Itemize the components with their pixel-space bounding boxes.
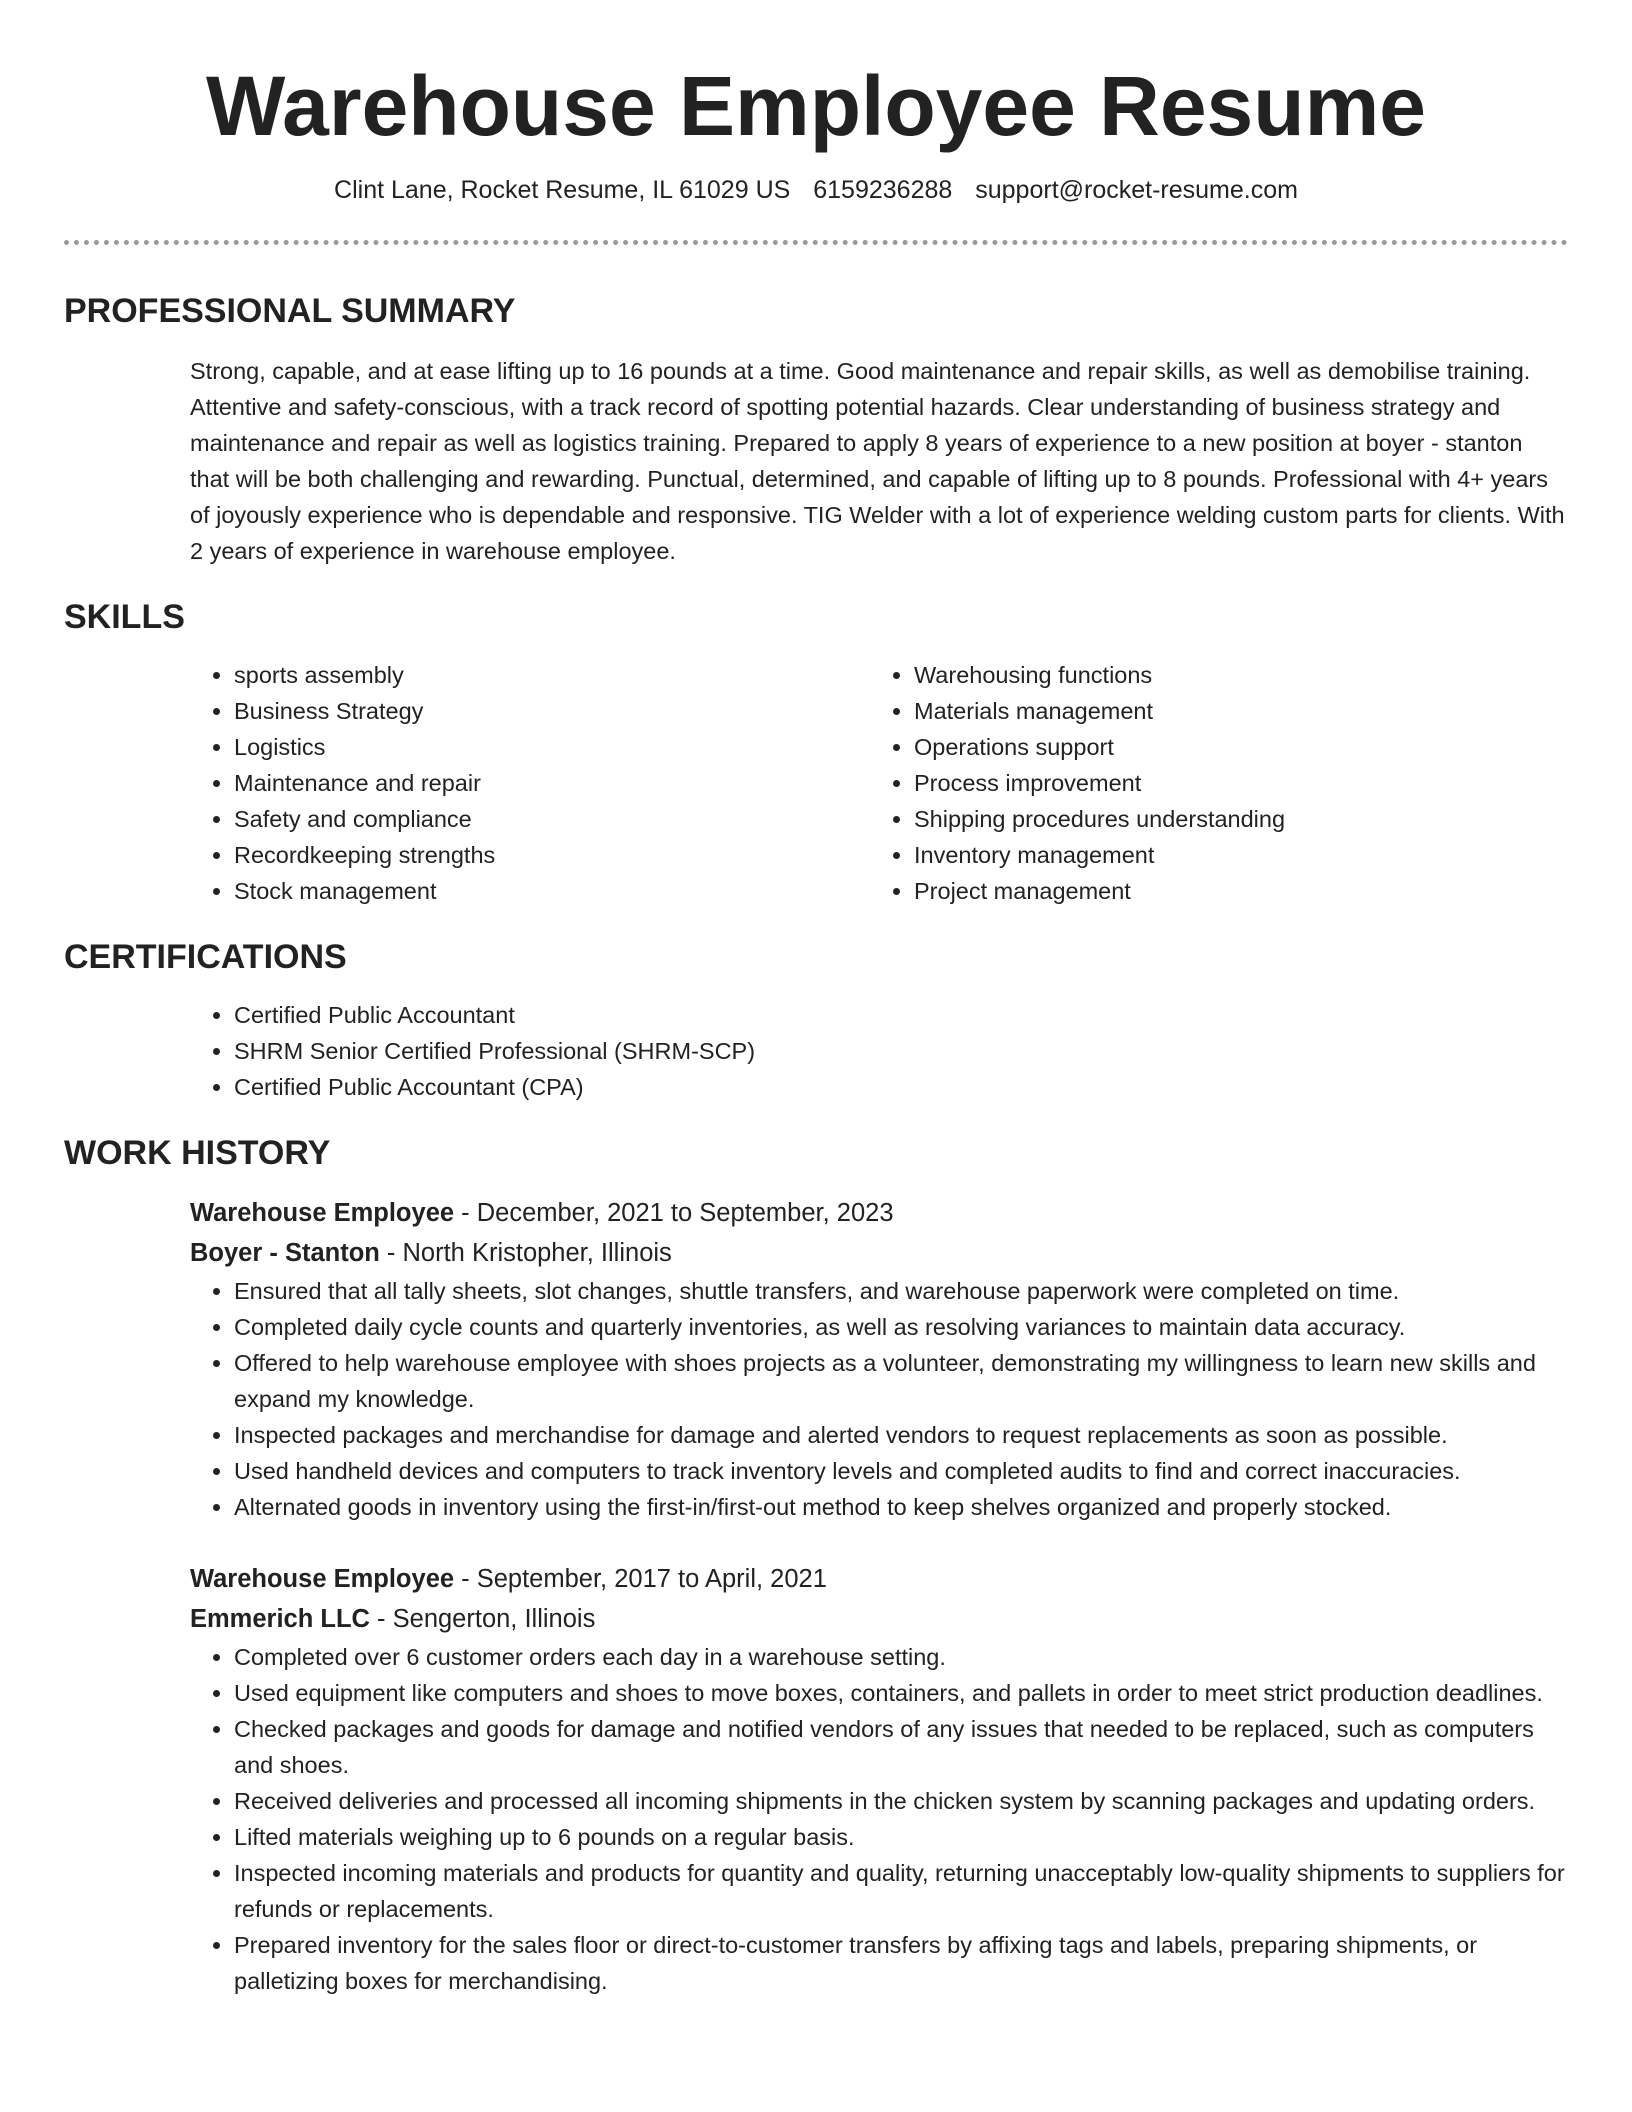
job-location: - Sengerton, Illinois xyxy=(369,1605,596,1633)
skill-item: • Warehousing functions xyxy=(914,657,1550,693)
skill-item: • Recordkeeping strengths xyxy=(234,837,870,873)
job-dates: - September, 2017 to April, 2021 xyxy=(454,1565,827,1593)
skill-item: • Project management xyxy=(914,873,1550,909)
job-bullet: • Inspected incoming materials and products for quantity and quality, returning unacceptably low-quality shipments to suppliers for refunds or replacements. xyxy=(234,1855,1568,1927)
job-dates: - December, 2021 to September, 2023 xyxy=(454,1199,894,1227)
job-bullet: • Completed over 6 customer orders each day in a warehouse setting. xyxy=(234,1639,1568,1675)
contact-line xyxy=(0,172,1632,208)
header-divider xyxy=(64,240,1568,245)
job-bullet: • Inspected packages and merchandise for damage and alerted vendors to request replacements as soon as possible. xyxy=(234,1417,1568,1453)
job-bullet: • Prepared inventory for the sales floor or direct-to-customer transfers by affixing tags and labels, preparing shipments, or palletizing boxes for merchandising. xyxy=(234,1927,1568,1999)
certification-item: • SHRM Senior Certified Professional (SHRM-SCP) xyxy=(234,1033,1568,1069)
skill-item: • Operations support xyxy=(914,729,1550,765)
skill-item: • Business Strategy xyxy=(234,693,870,729)
skill-item: • Safety and compliance xyxy=(234,801,870,837)
summary-heading: PROFESSIONAL SUMMARY xyxy=(64,292,516,330)
skill-item: • Materials management xyxy=(914,693,1550,729)
skill-item: • Logistics xyxy=(234,729,870,765)
job-company: Boyer - Stanton xyxy=(190,1239,380,1267)
job-company: Emmerich LLC xyxy=(190,1605,370,1633)
skill-item: • Inventory management xyxy=(914,837,1550,873)
job-bullet: • Completed daily cycle counts and quarterly inventories, as well as resolving variances to maintain data accuracy. xyxy=(234,1309,1568,1345)
skill-item: • Process improvement xyxy=(914,765,1550,801)
certification-item: • Certified Public Accountant (CPA) xyxy=(234,1069,1568,1105)
job-company-line xyxy=(190,1233,1568,1273)
skills-section xyxy=(64,595,1568,909)
job-bullet: • Lifted materials weighing up to 6 pounds on a regular basis. xyxy=(234,1819,1568,1855)
resume-title: Warehouse Employee Resume xyxy=(206,59,1426,153)
skills-heading: SKILLS xyxy=(64,598,185,636)
job-bullets xyxy=(190,1639,1568,1999)
certification-item: • Certified Public Accountant xyxy=(234,997,1568,1033)
job-bullets xyxy=(190,1273,1568,1525)
skill-item: • sports assembly xyxy=(234,657,870,693)
job-bullet: • Used handheld devices and computers to track inventory levels and completed audits to find and correct inaccuracies. xyxy=(234,1453,1568,1489)
skills-column-right xyxy=(870,657,1550,909)
job-location: - North Kristopher, Illinois xyxy=(379,1239,672,1267)
job-company-line xyxy=(190,1599,1568,1639)
contact-email: support@rocket-resume.com xyxy=(975,176,1298,204)
job-entry xyxy=(190,1193,1568,1525)
job-title: Warehouse Employee xyxy=(190,1199,455,1227)
job-bullet: • Used equipment like computers and shoes to move boxes, containers, and pallets in order to meet strict production deadlines. xyxy=(234,1675,1568,1711)
job-bullet: • Offered to help warehouse employee with shoes projects as a volunteer, demonstrating my willingness to learn new skills and expand my knowledge. xyxy=(234,1345,1568,1417)
job-bullet: • Checked packages and goods for damage and notified vendors of any issues that needed to be replaced, such as computers and shoes. xyxy=(234,1711,1568,1783)
skill-item: • Stock management xyxy=(234,873,870,909)
skill-item: • Maintenance and repair xyxy=(234,765,870,801)
contact-phone: 6159236288 xyxy=(813,176,953,204)
work-history-heading: WORK HISTORY xyxy=(64,1134,331,1172)
job-entry xyxy=(190,1559,1568,1999)
summary-text: Strong, capable, and at ease lifting up to 16 pounds at a time. Good maintenance and repair skills, as well as demobilise training. Attentive and safety-conscious, with a track record of spotting potential hazards. Clear understanding of business strategy and maintenance and repair as well as logistics training. Prepared to apply 8 years of experience to a new position at boyer - stanton that will be both challenging and rewarding. Punctual, determined, and capable of lifting up to 8 pounds. Professional with 4+ years of joyously experience who is dependable and responsive. TIG Welder with a lot of experience welding custom parts for clients. With 2 years of experience in warehouse employee. xyxy=(190,358,1565,564)
job-bullet: • Alternated goods in inventory using the first-in/first-out method to keep shelves organized and properly stocked. xyxy=(234,1489,1568,1525)
contact-address: Clint Lane, Rocket Resume, IL 61029 US xyxy=(334,176,791,204)
job-bullet: • Received deliveries and processed all incoming shipments in the chicken system by scanning packages and updating orders. xyxy=(234,1783,1568,1819)
certifications-heading: CERTIFICATIONS xyxy=(64,938,347,976)
summary-section xyxy=(64,289,1568,569)
job-title-line xyxy=(190,1559,1568,1599)
skill-item: • Shipping procedures understanding xyxy=(914,801,1550,837)
certifications-section xyxy=(64,935,1568,1105)
job-title-line xyxy=(190,1193,1568,1233)
skills-column-left xyxy=(190,657,870,909)
skills-grid xyxy=(190,657,1568,909)
job-title: Warehouse Employee xyxy=(190,1565,455,1593)
job-bullet: • Ensured that all tally sheets, slot changes, shuttle transfers, and warehouse paperwork were completed on time. xyxy=(234,1273,1568,1309)
work-history-section xyxy=(64,1131,1568,1999)
